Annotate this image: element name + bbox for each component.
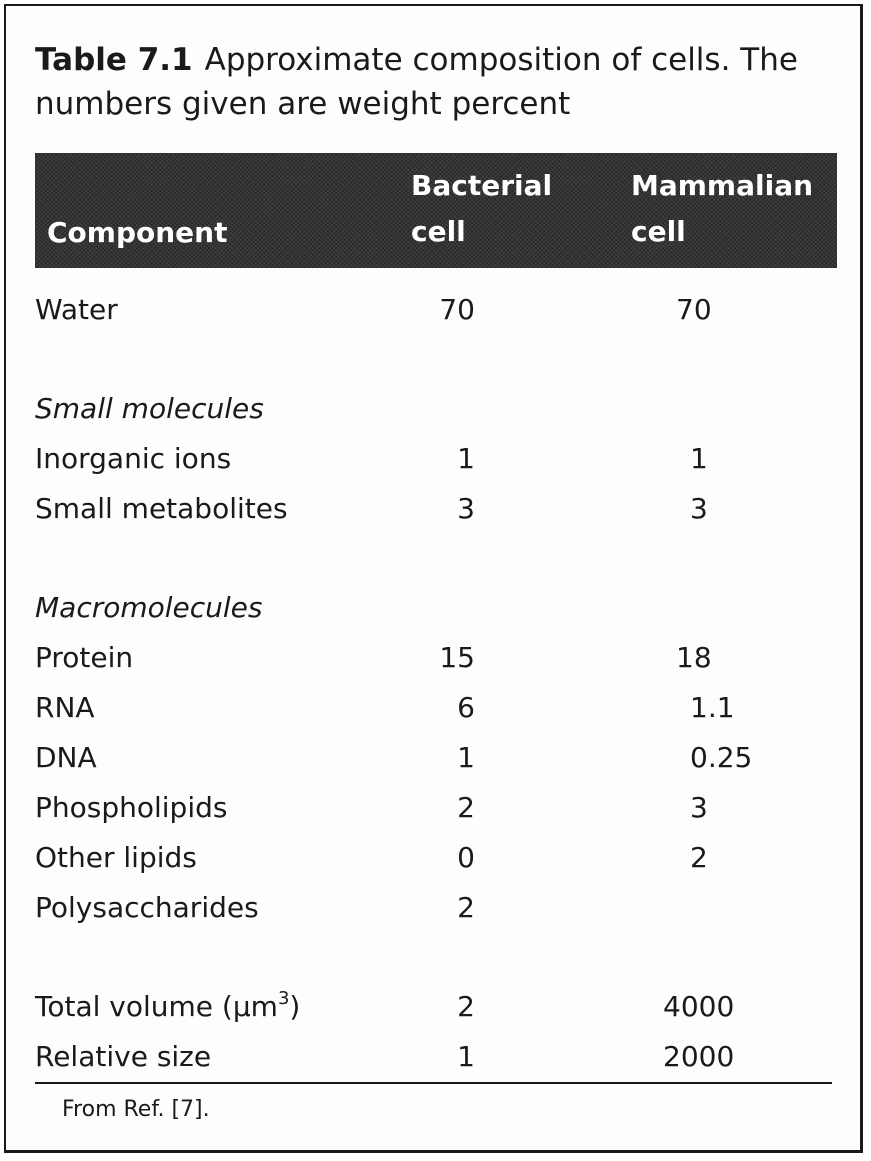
table-row [35,982,837,1032]
cell-component: RNA [35,691,95,724]
cell-component: Polysaccharides [35,891,259,924]
cell-bacterial: 1 [457,442,475,475]
table-bottom-rule [35,1082,832,1084]
cell-component: Inorganic ions [35,442,232,475]
cell-component-text: Total volume (μm [35,990,278,1023]
table-row [35,484,837,534]
table-title: Approximate composition of cells. The numbers given are weight percent [35,42,798,122]
cell-mammalian: 18 [676,641,712,674]
cell-component: Protein [35,641,134,674]
header-mammalian [631,163,831,255]
cell-component-close: ) [289,990,301,1023]
table-row [35,434,837,484]
cell-bacterial: 2 [457,891,475,924]
table-row [35,733,837,783]
cell-component: Other lipids [35,841,197,874]
cell-component: DNA [35,741,97,774]
cell-bacterial: 1 [457,741,475,774]
table-label: Table 7.1 [35,42,193,78]
table-row [35,883,837,933]
cell-bacterial: 15 [439,641,475,674]
cell-mammalian: 1.1 [690,691,735,724]
table-row [35,1032,837,1082]
cell-bacterial: 3 [457,492,475,525]
cell-component-superscript: 3 [277,987,290,1009]
cell-mammalian: 70 [676,293,712,326]
cell-component: Small metabolites [35,492,288,525]
cell-bacterial: 2 [457,990,475,1023]
table-row [35,285,837,335]
table-row [35,783,837,833]
cell-mammalian: 3 [690,492,708,525]
cell-bacterial: 0 [457,841,475,874]
table-header [35,153,837,268]
table-row [35,683,837,733]
table-row [35,833,837,883]
section-heading: Small molecules [35,392,264,425]
cell-mammalian: 2000 [663,1040,735,1073]
table-row [35,633,837,683]
table-caption [35,38,845,126]
cell-mammalian: 2 [690,841,708,874]
cell-mammalian: 4000 [663,990,735,1023]
cell-component [35,982,300,1032]
header-bacterial-text: Bacterial cell [411,169,553,248]
cell-component: Water [35,293,118,326]
header-component: Component [47,216,228,249]
cell-component: Phospholipids [35,791,228,824]
cell-bacterial: 2 [457,791,475,824]
header-bacterial [411,163,581,255]
header-mammalian-text: Mammalian cell [631,169,814,248]
cell-bacterial: 6 [457,691,475,724]
table-source-note: From Ref. [7]. [62,1097,210,1122]
cell-bacterial: 70 [439,293,475,326]
section-heading: Macromolecules [35,591,263,624]
cell-mammalian: 3 [690,791,708,824]
cell-bacterial: 1 [457,1040,475,1073]
cell-mammalian: 0.25 [690,741,753,774]
cell-mammalian: 1 [690,442,708,475]
cell-component: Relative size [35,1040,212,1073]
